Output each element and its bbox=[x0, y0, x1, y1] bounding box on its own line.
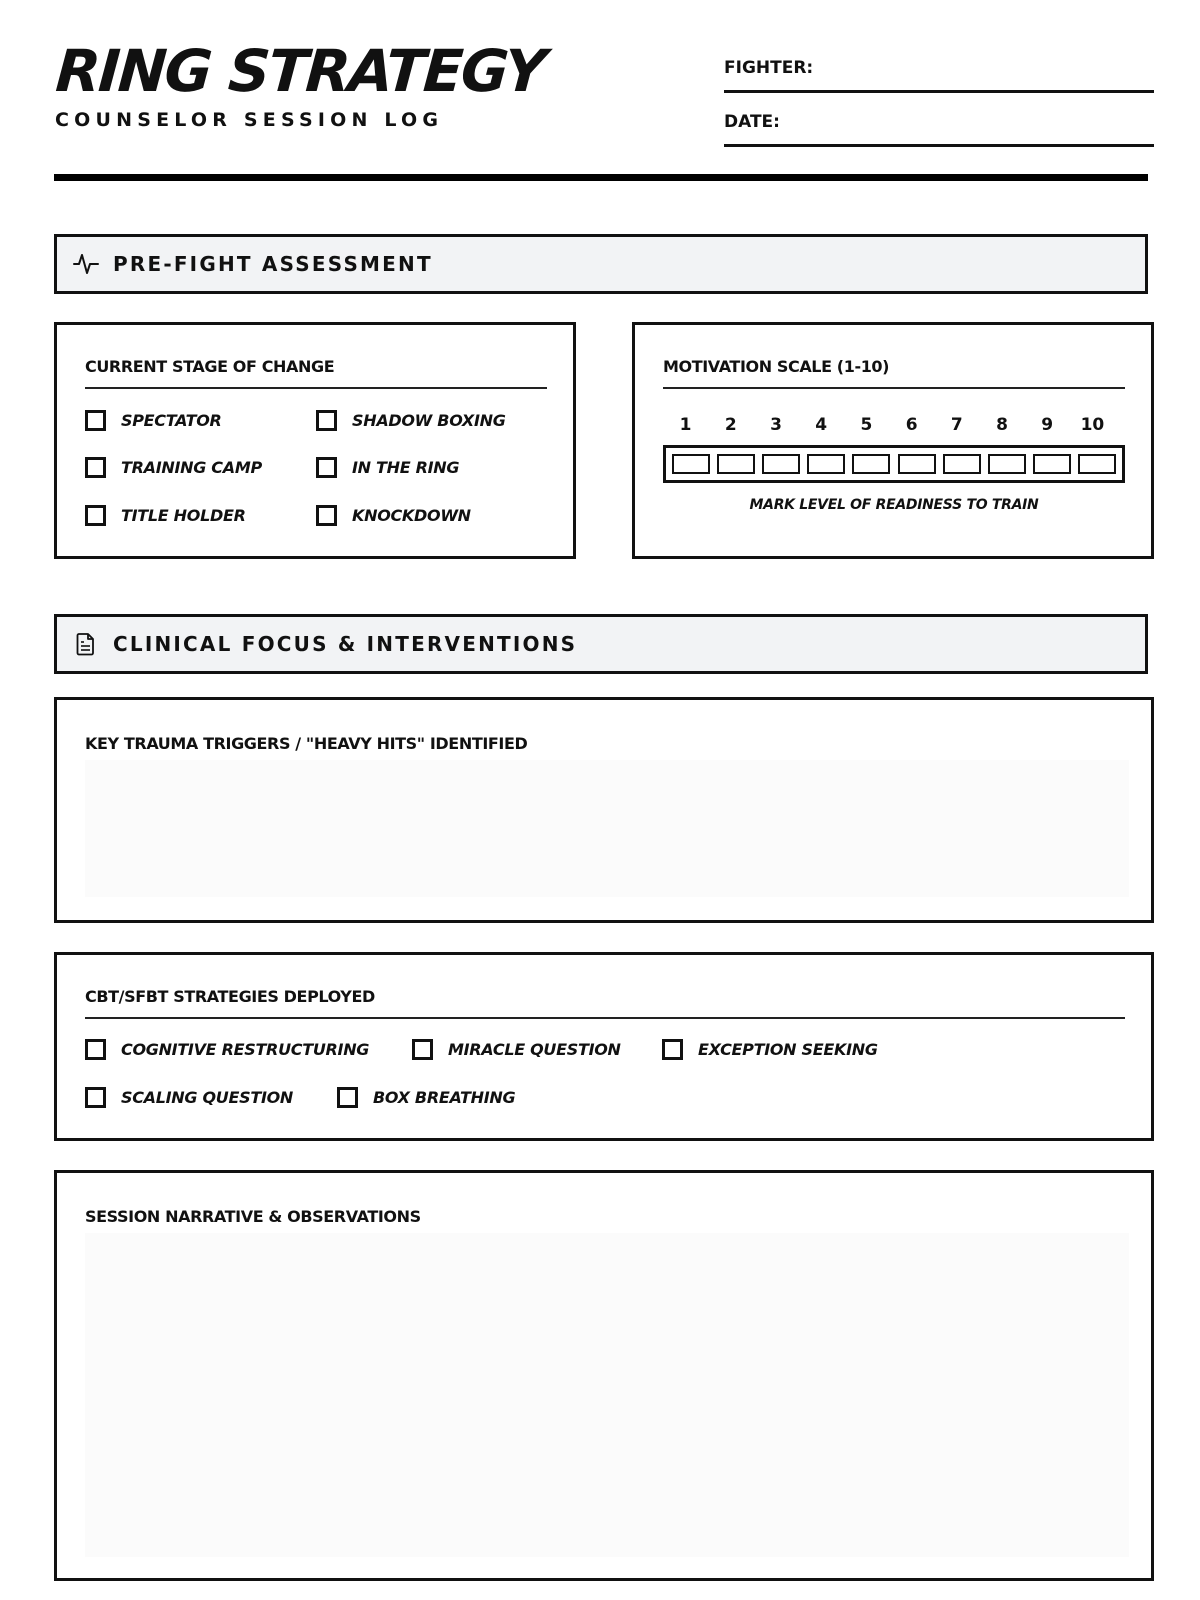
option-label: BOX BREATHING bbox=[373, 1088, 516, 1107]
option-label: EXCEPTION SEEKING bbox=[698, 1040, 878, 1059]
checkbox[interactable] bbox=[85, 505, 106, 526]
strategies-box bbox=[54, 952, 1154, 1141]
trauma-triggers-box bbox=[54, 697, 1154, 923]
option-label: SHADOW BOXING bbox=[352, 411, 506, 430]
scale-number: 8 bbox=[996, 415, 1008, 435]
page-subtitle: COUNSELOR SESSION LOG bbox=[55, 109, 444, 131]
date-field[interactable] bbox=[800, 110, 1150, 140]
scale-cell-3[interactable] bbox=[762, 454, 800, 474]
divider bbox=[663, 387, 1125, 389]
scale-number: 3 bbox=[770, 415, 782, 435]
option-label: TITLE HOLDER bbox=[121, 506, 246, 525]
motivation-scale-box bbox=[632, 322, 1154, 559]
section-title: CLINICAL FOCUS & INTERVENTIONS bbox=[113, 632, 578, 656]
scale-cell-5[interactable] bbox=[852, 454, 890, 474]
stage-option-training-camp[interactable] bbox=[85, 457, 262, 478]
motivation-scale-track bbox=[663, 445, 1125, 483]
scale-number: 5 bbox=[860, 415, 873, 435]
activity-pulse-icon bbox=[73, 251, 99, 277]
page-title: RING STRATEGY bbox=[53, 37, 547, 105]
fighter-label: FIGHTER: bbox=[724, 58, 814, 78]
section-header-clinical bbox=[54, 614, 1148, 674]
scale-cell-7[interactable] bbox=[943, 454, 981, 474]
checkbox[interactable] bbox=[412, 1039, 433, 1060]
scale-cell-4[interactable] bbox=[807, 454, 845, 474]
header-divider bbox=[54, 174, 1148, 181]
scale-number: 1 bbox=[679, 415, 692, 435]
option-label: SCALING QUESTION bbox=[121, 1088, 293, 1107]
scale-cell-9[interactable] bbox=[1033, 454, 1071, 474]
narrative-title: SESSION NARRATIVE & OBSERVATIONS bbox=[85, 1207, 421, 1226]
narrative-box bbox=[54, 1170, 1154, 1581]
scale-cell-8[interactable] bbox=[988, 454, 1026, 474]
date-underline bbox=[724, 144, 1154, 147]
strategy-option-scaling-question[interactable] bbox=[85, 1087, 293, 1108]
trauma-triggers-input[interactable] bbox=[85, 760, 1129, 897]
scale-number: 10 bbox=[1080, 415, 1105, 435]
stage-option-title-holder[interactable] bbox=[85, 505, 246, 526]
stage-option-knockdown[interactable] bbox=[316, 505, 471, 526]
checkbox[interactable] bbox=[85, 1087, 106, 1108]
motivation-title: MOTIVATION SCALE (1-10) bbox=[663, 357, 890, 376]
strategy-option-miracle-question[interactable] bbox=[412, 1039, 621, 1060]
date-label: DATE: bbox=[724, 112, 780, 132]
checkbox[interactable] bbox=[316, 457, 337, 478]
scale-number: 6 bbox=[905, 415, 918, 435]
scale-cell-6[interactable] bbox=[898, 454, 936, 474]
section-title: PRE-FIGHT ASSESSMENT bbox=[113, 252, 433, 276]
stage-option-shadow-boxing[interactable] bbox=[316, 410, 506, 431]
checkbox[interactable] bbox=[85, 410, 106, 431]
scale-cell-10[interactable] bbox=[1078, 454, 1116, 474]
document-icon bbox=[73, 631, 99, 657]
scale-cell-2[interactable] bbox=[717, 454, 755, 474]
checkbox[interactable] bbox=[316, 505, 337, 526]
option-label: MIRACLE QUESTION bbox=[448, 1040, 621, 1059]
strategy-option-exception-seeking[interactable] bbox=[662, 1039, 878, 1060]
strategies-title: CBT/SFBT STRATEGIES DEPLOYED bbox=[85, 987, 375, 1006]
narrative-input[interactable] bbox=[85, 1233, 1129, 1557]
checkbox[interactable] bbox=[316, 410, 337, 431]
scale-number: 9 bbox=[1041, 415, 1054, 435]
scale-numbers bbox=[663, 415, 1115, 435]
divider bbox=[85, 1017, 1125, 1019]
scale-number: 7 bbox=[950, 415, 963, 435]
section-header-pre-fight bbox=[54, 234, 1148, 294]
scale-number: 4 bbox=[815, 415, 828, 435]
strategy-option-box-breathing[interactable] bbox=[337, 1087, 515, 1108]
option-label: IN THE RING bbox=[352, 458, 460, 477]
scale-number: 2 bbox=[724, 415, 737, 435]
stage-of-change-box bbox=[54, 322, 576, 559]
stage-of-change-title: CURRENT STAGE OF CHANGE bbox=[85, 357, 335, 376]
option-label: TRAINING CAMP bbox=[121, 458, 262, 477]
fighter-field[interactable] bbox=[820, 56, 1150, 86]
strategy-option-cognitive-restructuring[interactable] bbox=[85, 1039, 369, 1060]
divider bbox=[85, 387, 547, 389]
checkbox[interactable] bbox=[85, 457, 106, 478]
option-label: KNOCKDOWN bbox=[352, 506, 471, 525]
motivation-hint: MARK LEVEL OF READINESS TO TRAIN bbox=[749, 497, 1039, 513]
checkbox[interactable] bbox=[337, 1087, 358, 1108]
stage-option-in-the-ring[interactable] bbox=[316, 457, 459, 478]
scale-cell-1[interactable] bbox=[672, 454, 710, 474]
stage-option-spectator[interactable] bbox=[85, 410, 222, 431]
fighter-underline bbox=[724, 90, 1154, 93]
option-label: SPECTATOR bbox=[121, 411, 222, 430]
checkbox[interactable] bbox=[85, 1039, 106, 1060]
checkbox[interactable] bbox=[662, 1039, 683, 1060]
trauma-triggers-title: KEY TRAUMA TRIGGERS / "HEAVY HITS" IDENTIFIED bbox=[85, 734, 528, 753]
option-label: COGNITIVE RESTRUCTURING bbox=[121, 1040, 370, 1059]
